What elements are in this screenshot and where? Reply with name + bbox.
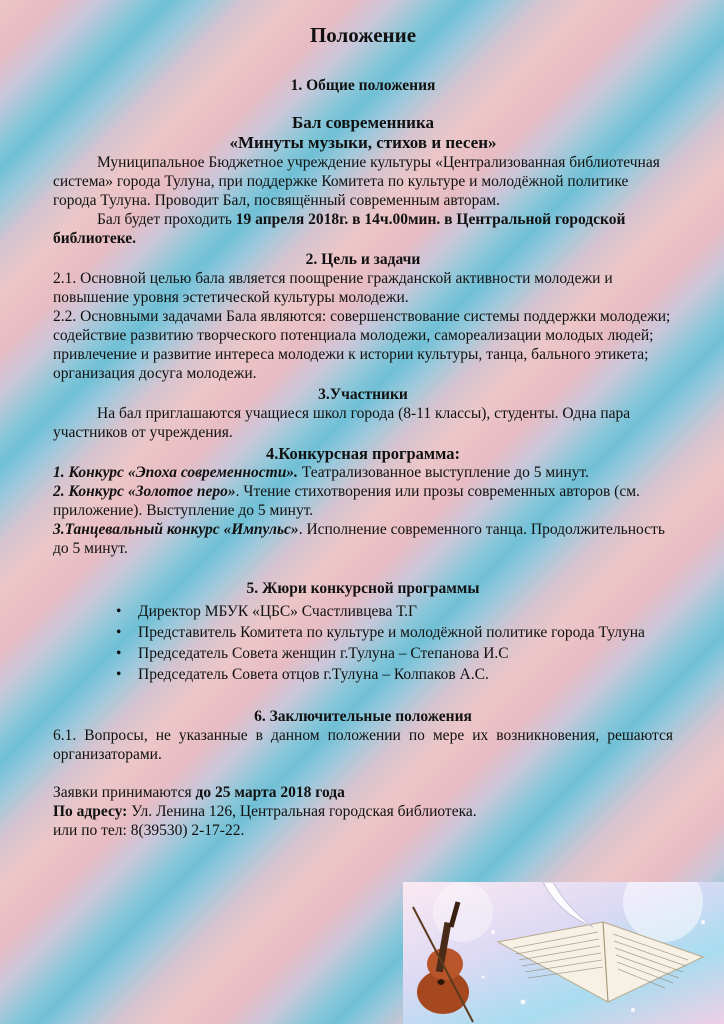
deadline-line [53, 783, 673, 802]
decorative-illustration [403, 882, 724, 1024]
intro-paragraph: Муниципальное Бюджетное учреждение культуры «Централизованная библиотечная система» города Тулуна, при поддержке Комитета по культуре и молодёжной политике города Тулуна. Проводит Бал, посвящённый современным авторам. [53, 154, 660, 209]
contest-item-2 [53, 482, 673, 520]
contest-label: 1. Конкурс «Эпоха современности». [53, 464, 298, 481]
section3-heading: 3.Участники [318, 386, 408, 403]
list-item: • Председатель Совета отцов г.Тулуна – Колпаков А.С. [138, 665, 673, 684]
section6-text: 6.1. Вопросы, не указанные в данном положении по мере их возникновения, решаются организаторами. [53, 727, 673, 763]
section3-text: На бал приглашаются учащиеся школ города (8-11 классы), студенты. Одна пара участников от учреждения. [53, 405, 631, 441]
page-title: Положение [309, 23, 417, 47]
section6-heading: 6. Заключительные положения [254, 708, 472, 725]
date-prefix: Бал будет проходить [97, 211, 236, 228]
section5-heading: 5. Жюри конкурсной программы [246, 580, 480, 597]
deadline-prefix: Заявки принимаются [53, 784, 196, 801]
contest-item-1 [53, 463, 673, 482]
contest-text: . Чтение стихотворения или прозы современных авторов (см. приложение). Выступление до 5 минут. [53, 483, 640, 519]
date-value: 19 апреля 2018г. в 14ч.00мин. в Центральной городской библиотеке. [53, 211, 626, 247]
contest-text: . Исполнение современного танца. Продолжительность до 5 минут. [53, 521, 665, 557]
document-page [53, 18, 673, 840]
contest-label: 3.Танцевальный конкурс «Импульс» [53, 521, 299, 538]
jury-list [53, 602, 673, 684]
address-label: По адресу: [53, 803, 128, 820]
music-illustration [403, 882, 724, 1024]
date-paragraph [53, 210, 673, 248]
section2-p2: 2.2. Основными задачами Бала являются: совершенствование системы поддержки молодежи; содействие развитию творческого потенциала молодежи, самореализации молодых людей; привлечение и развитие интереса молодежи к истории культуры, танца, бального этикета; организация досуга молодежи. [53, 308, 671, 382]
section2-heading: 2. Цель и задачи [305, 251, 421, 268]
phone-line: или по тел: 8(39530) 2-17-22. [53, 822, 245, 839]
contest-item-3 [53, 520, 673, 558]
list-item: • Директор МБУК «ЦБС» Счастливцева Т.Г [138, 602, 673, 621]
contest-text: Театрализованное выступление до 5 минут. [297, 464, 590, 481]
deadline-date: до 25 марта 2018 года [195, 784, 345, 801]
contest-label: 2. Конкурс «Золотое перо» [53, 483, 236, 500]
address-text: Ул. Ленина 126, Центральная городская библиотека. [127, 803, 477, 820]
list-item: • Председатель Совета женщин г.Тулуна – Степанова И.С [138, 644, 673, 663]
event-subtitle: «Минуты музыки, стихов и песен» [229, 133, 497, 152]
section2-p1: 2.1. Основной целью бала является поощрение гражданской активности молодежи и повышение уровня эстетической культуры молодежи. [53, 270, 613, 306]
section1-heading: 1. Общие положения [290, 77, 436, 94]
list-item: • Представитель Комитета по культуре и молодёжной политике города Тулуна [138, 623, 673, 642]
section4-heading: 4.Конкурсная программа: [265, 444, 461, 463]
event-name: Бал современника [291, 113, 435, 132]
address-line [53, 802, 673, 821]
quill-icon [543, 882, 593, 927]
